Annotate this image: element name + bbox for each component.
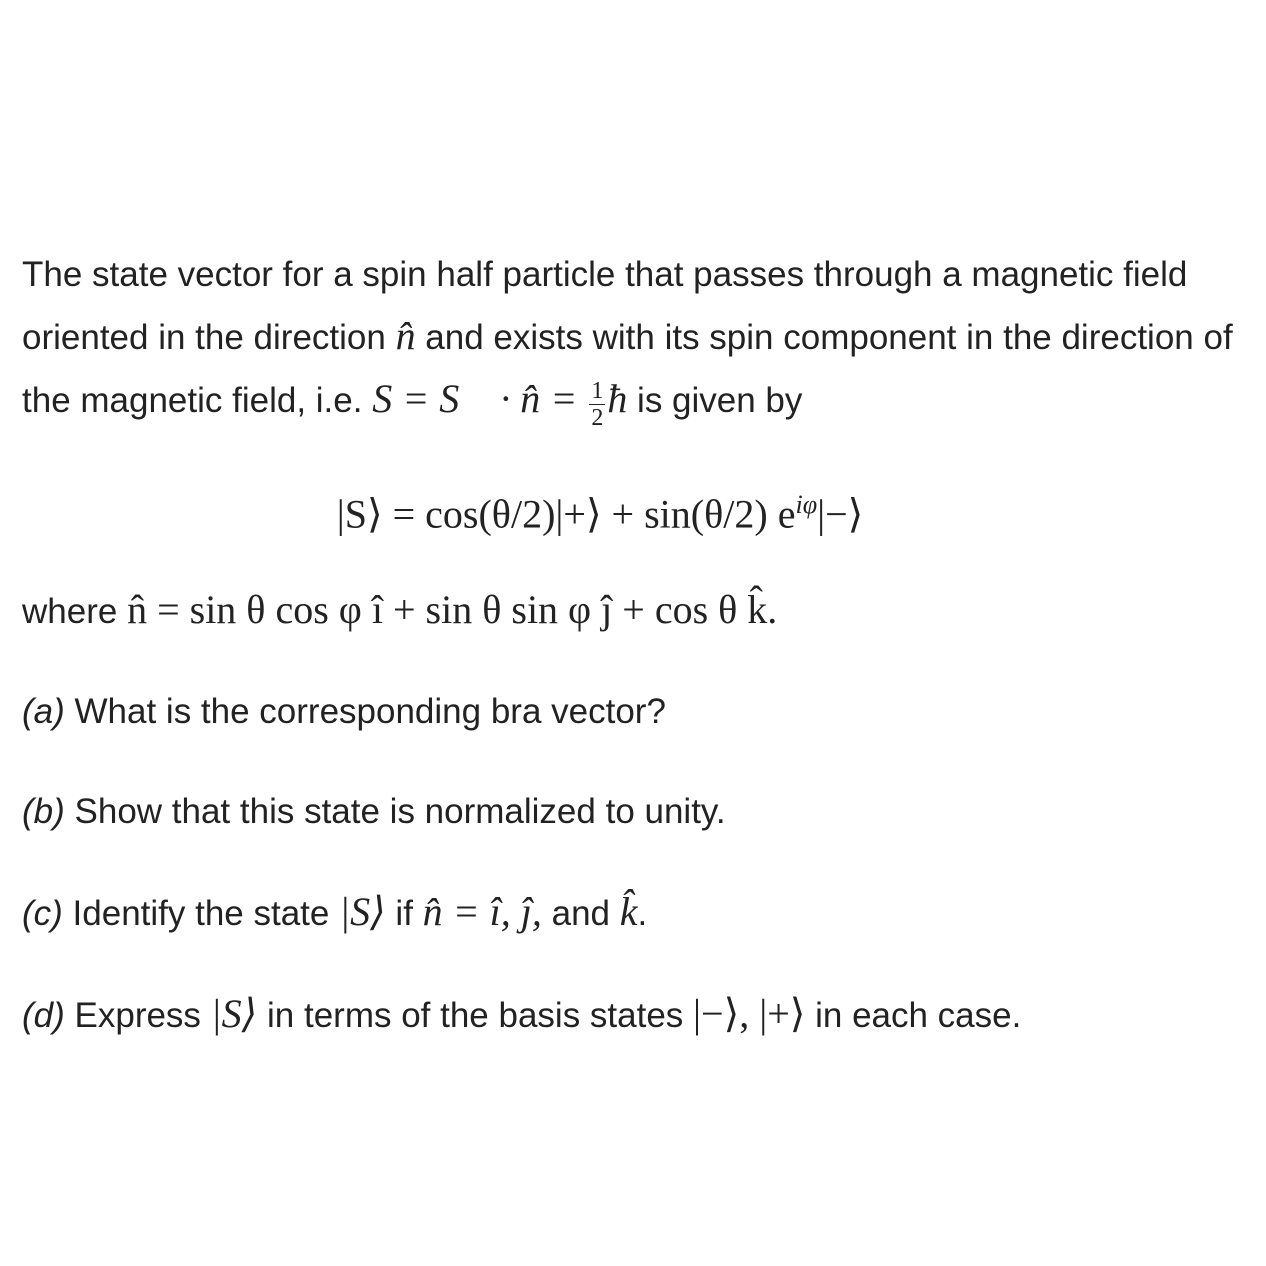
where-label: where [22,591,128,631]
question-b-text: Show that this state is normalized to unity. [64,791,726,831]
question-b [22,787,1258,837]
intro-text-1: The state vector for a spin half particle that passes through a magnetic field oriented in the direction [22,255,1188,357]
n-hat-symbol: n̂ [395,313,416,358]
spin-relation: S = S⃗ · n̂ = [372,376,588,421]
fraction-numerator: 1 [591,378,604,405]
question-c-text-3: and [541,893,620,933]
question-c-math-3: k̂ [619,888,638,934]
fraction-denominator: 2 [591,405,604,432]
equation-lhs: |S⟩ = cos(θ/2)|+⟩ + sin(θ/2) e [336,491,796,537]
question-b-label: (b) [22,791,65,831]
intro-text-3: is given by [627,381,803,420]
intro-paragraph [22,244,1258,431]
question-c-math-1: |S⟩ [339,888,386,934]
question-a-label: (a) [22,691,65,731]
question-d [22,989,1258,1041]
question-d-text-1: Express [64,995,211,1035]
question-d-text-3: in each case. [805,995,1022,1035]
question-a-text: What is the corresponding bra vector? [64,691,666,731]
where-clause [22,585,1258,637]
problem-statement [22,244,1258,1091]
one-half-fraction [589,378,605,431]
question-d-math-1: |S⟩ [210,990,258,1036]
question-c-label: (c) [22,893,63,933]
question-d-label: (d) [22,995,65,1035]
question-c-text-4: . [637,893,648,933]
question-c-text-1: Identify the state [62,893,340,933]
intro-text-2: and exists with its spin component in the direction of the magnetic field, i.e. [22,318,1233,420]
question-d-text-2: in terms of the basis states [257,995,694,1035]
question-c-math-2: n̂ = î, ĵ, [422,888,542,934]
question-c-text-2: if [385,893,423,933]
question-c [22,887,1258,939]
equation-exponent: iφ [795,490,818,520]
equation-rhs: |−⟩ [817,491,864,537]
question-a [22,687,1258,737]
n-hat-definition: n̂ = sin θ cos φ î + sin θ sin φ ĵ + cos θ k̂. [127,586,778,632]
question-d-math-2: |−⟩, |+⟩ [693,990,806,1036]
state-equation [22,475,1258,544]
hbar-symbol: ħ [607,376,628,421]
